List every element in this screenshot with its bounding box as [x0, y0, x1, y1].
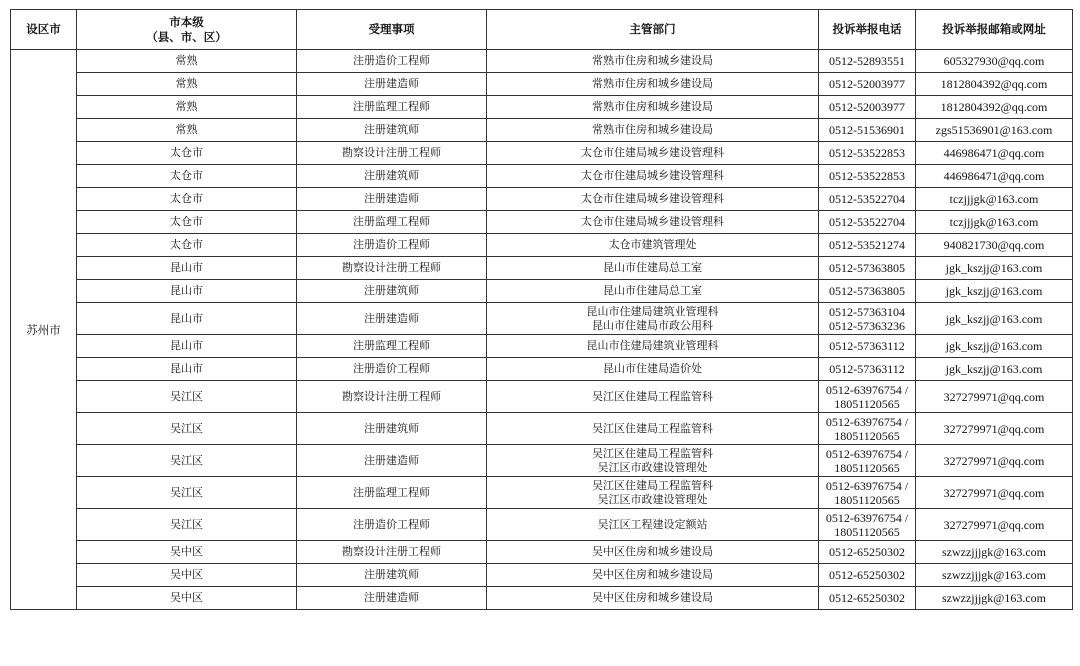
- dept-cell-line: 吴中区住房和城乡建设局: [592, 591, 713, 604]
- email-cell: 327279971@qq.com: [916, 413, 1073, 445]
- item-cell: 注册建筑师: [297, 119, 487, 142]
- table-row: [11, 188, 1073, 211]
- dept-cell-line: 太仓市建筑管理处: [608, 238, 697, 251]
- dept-cell-line: 昆山市住建局总工室: [603, 284, 702, 297]
- table-row: [11, 335, 1073, 358]
- dept-cell: [487, 165, 819, 188]
- dept-cell-line: 吴江区住建局工程监管科: [592, 446, 713, 460]
- header-county-line2: （县、市、区）: [146, 29, 227, 44]
- dept-cell: [487, 587, 819, 610]
- dept-cell-line: 昆山市住建局建筑业管理科: [586, 339, 719, 352]
- item-cell: 勘察设计注册工程师: [297, 142, 487, 165]
- dept-cell-line: 吴江区工程建设定额站: [597, 517, 708, 531]
- dept-cell-line: 吴江区住建局工程监管科: [592, 478, 713, 492]
- email-cell: 605327930@qq.com: [916, 50, 1073, 73]
- dept-cell-line: 昆山市住建局建筑业管理科: [586, 304, 719, 318]
- dept-cell-line: 太仓市住建局城乡建设管理科: [581, 146, 724, 159]
- county-cell: 吴中区: [77, 587, 297, 610]
- phone-cell: [819, 381, 916, 413]
- phone-cell-line: 0512-52003977: [829, 100, 905, 114]
- phone-cell: [819, 96, 916, 119]
- dept-cell-line: 吴江区市政建设管理处: [597, 492, 708, 506]
- phone-cell: [819, 413, 916, 445]
- county-cell: 吴江区: [77, 413, 297, 445]
- phone-cell: [819, 541, 916, 564]
- phone-cell-line: 0512-65250302: [829, 568, 905, 582]
- phone-cell-line: 18051120565: [834, 524, 900, 539]
- item-cell: 注册监理工程师: [297, 96, 487, 119]
- item-cell: 注册建筑师: [297, 165, 487, 188]
- county-cell: 昆山市: [77, 303, 297, 335]
- county-cell: 常熟: [77, 50, 297, 73]
- item-cell: 注册建造师: [297, 188, 487, 211]
- county-cell: 吴中区: [77, 541, 297, 564]
- dept-cell: [487, 335, 819, 358]
- dept-cell: [487, 142, 819, 165]
- table-row: [11, 280, 1073, 303]
- item-cell: 注册建筑师: [297, 564, 487, 587]
- phone-cell: [819, 358, 916, 381]
- table-row: [11, 211, 1073, 234]
- item-cell: 注册造价工程师: [297, 50, 487, 73]
- dept-cell: [487, 234, 819, 257]
- item-cell: 注册建造师: [297, 303, 487, 335]
- table-row: [11, 50, 1073, 73]
- email-cell: 327279971@qq.com: [916, 381, 1073, 413]
- county-cell: 吴江区: [77, 445, 297, 477]
- table-row: [11, 119, 1073, 142]
- email-cell: jgk_kszjj@163.com: [916, 257, 1073, 280]
- item-cell: 注册建造师: [297, 587, 487, 610]
- table-row: [11, 142, 1073, 165]
- item-cell: 注册监理工程师: [297, 477, 487, 509]
- header-item: 受理事项: [297, 10, 487, 50]
- header-phone: 投诉举报电话: [819, 10, 916, 50]
- table-row: [11, 381, 1073, 413]
- dept-cell: [487, 303, 819, 335]
- dept-cell-line: 太仓市住建局城乡建设管理科: [581, 169, 724, 182]
- email-cell: jgk_kszjj@163.com: [916, 280, 1073, 303]
- email-cell: 446986471@qq.com: [916, 142, 1073, 165]
- phone-cell: [819, 50, 916, 73]
- dept-cell-line: 昆山市住建局总工室: [603, 261, 702, 274]
- phone-cell-line: 0512-52893551: [829, 54, 905, 68]
- county-cell: 太仓市: [77, 234, 297, 257]
- county-cell: 吴江区: [77, 477, 297, 509]
- county-cell: 常熟: [77, 119, 297, 142]
- email-cell: 940821730@qq.com: [916, 234, 1073, 257]
- email-cell: jgk_kszjj@163.com: [916, 335, 1073, 358]
- item-cell: 勘察设计注册工程师: [297, 381, 487, 413]
- county-cell: 昆山市: [77, 358, 297, 381]
- phone-cell-line: 0512-63976754 /: [825, 382, 909, 397]
- phone-cell-line: 0512-65250302: [829, 591, 905, 605]
- email-cell: 1812804392@qq.com: [916, 96, 1073, 119]
- dept-cell-line: 吴中区住房和城乡建设局: [592, 545, 713, 558]
- item-cell: 注册建筑师: [297, 413, 487, 445]
- phone-cell-line: 0512-63976754 /: [825, 510, 909, 525]
- dept-cell: [487, 477, 819, 509]
- dept-cell: [487, 50, 819, 73]
- dept-cell-line: 吴江区住建局工程监管科: [592, 421, 713, 435]
- phone-cell-line: 0512-63976754 /: [825, 478, 909, 493]
- item-cell: 注册造价工程师: [297, 358, 487, 381]
- city-cell: 苏州市: [11, 50, 77, 610]
- table-row: [11, 257, 1073, 280]
- phone-cell: [819, 73, 916, 96]
- email-cell: 1812804392@qq.com: [916, 73, 1073, 96]
- table-row: [11, 477, 1073, 509]
- email-cell: szwzzjjjgk@163.com: [916, 541, 1073, 564]
- phone-cell: [819, 587, 916, 610]
- phone-cell: [819, 564, 916, 587]
- phone-cell: [819, 211, 916, 234]
- table-row: [11, 413, 1073, 445]
- dept-cell: [487, 96, 819, 119]
- county-cell: 昆山市: [77, 335, 297, 358]
- item-cell: 注册监理工程师: [297, 211, 487, 234]
- table-row: [11, 234, 1073, 257]
- header-email: 投诉举报邮箱或网址: [916, 10, 1073, 50]
- email-cell: zgs51536901@163.com: [916, 119, 1073, 142]
- table-row: [11, 445, 1073, 477]
- county-cell: 太仓市: [77, 188, 297, 211]
- phone-cell: [819, 280, 916, 303]
- county-cell: 常熟: [77, 73, 297, 96]
- county-cell: 昆山市: [77, 257, 297, 280]
- phone-cell-line: 0512-51536901: [829, 123, 905, 137]
- table-row: [11, 165, 1073, 188]
- phone-cell-line: 0512-57363112: [829, 339, 905, 353]
- dept-cell: [487, 413, 819, 445]
- county-cell: 太仓市: [77, 165, 297, 188]
- table-row: [11, 96, 1073, 119]
- phone-cell-line: 0512-53521274: [829, 238, 905, 252]
- phone-cell: [819, 188, 916, 211]
- dept-cell: [487, 445, 819, 477]
- header-city: 设区市: [11, 10, 77, 50]
- phone-cell: [819, 234, 916, 257]
- header-county: [77, 10, 297, 50]
- item-cell: 注册建造师: [297, 445, 487, 477]
- table-row: [11, 564, 1073, 587]
- dept-cell: [487, 257, 819, 280]
- phone-cell-line: 0512-63976754 /: [825, 414, 909, 429]
- item-cell: 勘察设计注册工程师: [297, 541, 487, 564]
- phone-cell-line: 18051120565: [834, 428, 900, 443]
- item-cell: 注册监理工程师: [297, 335, 487, 358]
- phone-cell: [819, 477, 916, 509]
- dept-cell: [487, 73, 819, 96]
- email-cell: tczjjjgk@163.com: [916, 211, 1073, 234]
- email-cell: 327279971@qq.com: [916, 445, 1073, 477]
- dept-cell-line: 昆山市住建局市政公用科: [592, 318, 713, 332]
- dept-cell: [487, 358, 819, 381]
- email-cell: jgk_kszjj@163.com: [916, 303, 1073, 335]
- dept-cell: [487, 564, 819, 587]
- dept-cell: [487, 188, 819, 211]
- dept-cell-line: 太仓市住建局城乡建设管理科: [581, 215, 724, 228]
- phone-cell: [819, 257, 916, 280]
- dept-cell-line: 吴中区住房和城乡建设局: [592, 568, 713, 581]
- county-cell: 太仓市: [77, 211, 297, 234]
- phone-cell-line: 0512-65250302: [829, 545, 905, 559]
- item-cell: 注册造价工程师: [297, 234, 487, 257]
- phone-cell-line: 0512-53522853: [829, 146, 905, 160]
- dept-cell: [487, 280, 819, 303]
- phone-cell-line: 0512-57363805: [829, 261, 905, 275]
- dept-cell: [487, 119, 819, 142]
- table-row: [11, 358, 1073, 381]
- county-cell: 吴江区: [77, 509, 297, 541]
- table-row: [11, 541, 1073, 564]
- phone-cell: [819, 303, 916, 335]
- phone-cell-line: 0512-57363104: [829, 304, 905, 319]
- header-dept: 主管部门: [487, 10, 819, 50]
- phone-cell-line: 0512-53522704: [829, 215, 905, 229]
- county-cell: 吴江区: [77, 381, 297, 413]
- header-county-line1: 市本级: [169, 14, 204, 29]
- table-row: [11, 509, 1073, 541]
- dept-cell: [487, 541, 819, 564]
- dept-cell: [487, 211, 819, 234]
- phone-cell-line: 0512-53522704: [829, 192, 905, 206]
- item-cell: 注册建造师: [297, 73, 487, 96]
- dept-cell-line: 太仓市住建局城乡建设管理科: [581, 192, 724, 205]
- dept-cell-line: 常熟市住房和城乡建设局: [592, 77, 713, 90]
- table-row: [11, 303, 1073, 335]
- phone-cell-line: 0512-57363805: [829, 284, 905, 298]
- phone-cell-line: 0512-57363236: [829, 318, 905, 333]
- contact-table: [10, 9, 1073, 610]
- dept-cell-line: 吴江区市政建设管理处: [597, 460, 708, 474]
- table-row: [11, 73, 1073, 96]
- phone-cell: [819, 445, 916, 477]
- dept-cell: [487, 381, 819, 413]
- phone-cell: [819, 509, 916, 541]
- table-body: [11, 50, 1073, 610]
- phone-cell: [819, 335, 916, 358]
- county-cell: 常熟: [77, 96, 297, 119]
- dept-cell-line: 常熟市住房和城乡建设局: [592, 54, 713, 67]
- email-cell: szwzzjjjgk@163.com: [916, 564, 1073, 587]
- email-cell: tczjjjgk@163.com: [916, 188, 1073, 211]
- phone-cell-line: 0512-53522853: [829, 169, 905, 183]
- email-cell: 327279971@qq.com: [916, 477, 1073, 509]
- dept-cell-line: 常熟市住房和城乡建设局: [592, 100, 713, 113]
- table-row: [11, 587, 1073, 610]
- header-row: [11, 10, 1073, 50]
- item-cell: 注册造价工程师: [297, 509, 487, 541]
- email-cell: 446986471@qq.com: [916, 165, 1073, 188]
- dept-cell-line: 昆山市住建局造价处: [603, 362, 702, 375]
- email-cell: 327279971@qq.com: [916, 509, 1073, 541]
- dept-cell-line: 常熟市住房和城乡建设局: [592, 123, 713, 136]
- phone-cell-line: 18051120565: [834, 492, 900, 507]
- item-cell: 注册建筑师: [297, 280, 487, 303]
- page: [10, 9, 1073, 610]
- county-cell: 昆山市: [77, 280, 297, 303]
- item-cell: 勘察设计注册工程师: [297, 257, 487, 280]
- phone-cell-line: 0512-63976754 /: [825, 446, 909, 461]
- county-cell: 吴中区: [77, 564, 297, 587]
- county-cell: 太仓市: [77, 142, 297, 165]
- phone-cell: [819, 165, 916, 188]
- email-cell: szwzzjjjgk@163.com: [916, 587, 1073, 610]
- phone-cell-line: 0512-57363112: [829, 362, 905, 376]
- phone-cell-line: 18051120565: [834, 460, 900, 475]
- phone-cell: [819, 142, 916, 165]
- dept-cell-line: 吴江区住建局工程监管科: [592, 389, 713, 403]
- phone-cell: [819, 119, 916, 142]
- phone-cell-line: 0512-52003977: [829, 77, 905, 91]
- dept-cell: [487, 509, 819, 541]
- email-cell: jgk_kszjj@163.com: [916, 358, 1073, 381]
- phone-cell-line: 18051120565: [834, 396, 900, 411]
